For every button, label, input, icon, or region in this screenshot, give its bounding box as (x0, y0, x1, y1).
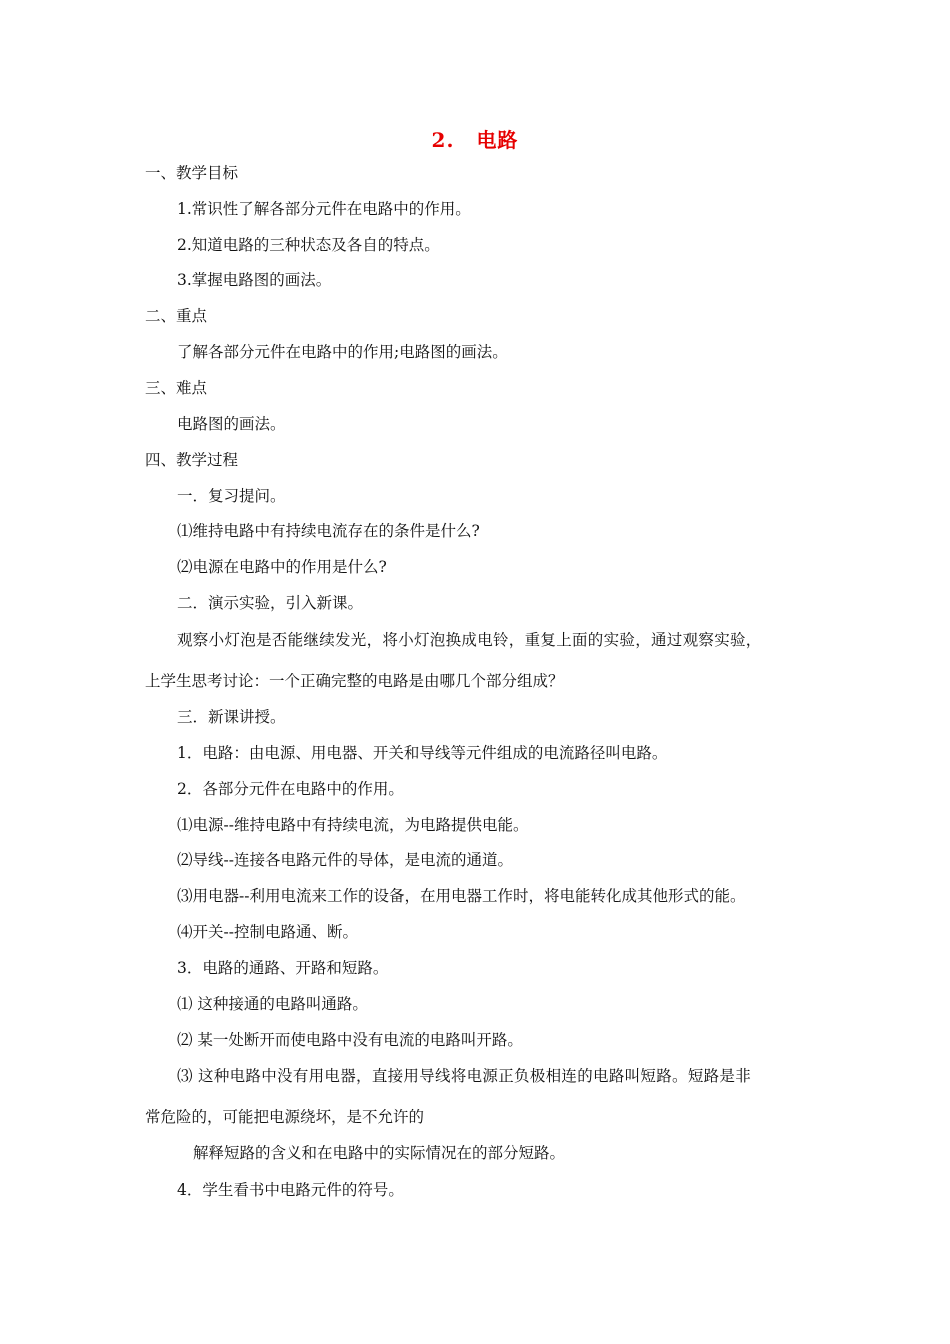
list-item: 4．学生看书中电路元件的符号。 (177, 1181, 404, 1199)
subsection-heading: 三．新课讲授。 (177, 708, 286, 726)
paragraph-continuation: 常危险的，可能把电源绕坏，是不允许的 (145, 1108, 425, 1126)
section-heading-key-points: 二、重点 (145, 307, 208, 325)
section-heading-difficulties: 三、难点 (145, 379, 208, 397)
paragraph: 了解各部分元件在电路中的作用;电路图的画法。 (177, 343, 508, 361)
objective-item: 1.常识性了解各部分元件在电路中的作用。 (177, 200, 471, 218)
objective-item: 2.知道电路的三种状态及各自的特点。 (177, 236, 440, 254)
section-heading-process: 四、教学过程 (145, 451, 239, 469)
page-title (0, 124, 950, 153)
list-item: ⑴电源--维持电路中有持续电流，为电路提供电能。 (177, 816, 529, 834)
subsection-heading: 二．演示实验，引入新课。 (177, 594, 364, 612)
objective-item: 3.掌握电路图的画法。 (177, 271, 332, 289)
section-heading-objectives: 一、教学目标 (145, 164, 239, 182)
paragraph: 解释短路的含义和在电路中的实际情况在的部分短路。 (193, 1144, 566, 1162)
subsection-heading: 一．复习提问。 (177, 487, 286, 505)
list-item: 3．电路的通路、开路和短路。 (177, 959, 389, 977)
paragraph: 观察小灯泡是否能继续发光，将小灯泡换成电铃，重复上面的实验，通过观察实验， (177, 631, 762, 649)
list-item: 1．电路：由电源、用电器、开关和导线等元件组成的电流路径叫电路。 (177, 744, 668, 762)
list-item: ⑴ 这种接通的电路叫通路。 (177, 995, 368, 1013)
title-number: 2. (431, 128, 455, 152)
list-item: ⑶ 这种电路中没有用电器，直接用导线将电源正负极相连的电路叫短路。短路是非 (177, 1067, 752, 1085)
list-item: ⑶用电器--利用电流来工作的设备，在用电器工作时，将电能转化成其他形式的能。 (177, 887, 746, 905)
list-item: ⑴维持电路中有持续电流存在的条件是什么? (177, 522, 480, 540)
list-item: ⑷开关--控制电路通、断。 (177, 923, 358, 941)
list-item: ⑵ 某一处断开而使电路中没有电流的电路叫开路。 (177, 1031, 523, 1049)
list-item: ⑵电源在电路中的作用是什么? (177, 558, 387, 576)
list-item: ⑵导线--连接各电路元件的导体，是电流的通道。 (177, 851, 513, 869)
paragraph: 电路图的画法。 (177, 415, 286, 433)
list-item: 2．各部分元件在电路中的作用。 (177, 780, 404, 798)
title-text: 电路 (476, 128, 519, 152)
paragraph-continuation: 上学生思考讨论：一个正确完整的电路是由哪几个部分组成？ (145, 672, 564, 690)
